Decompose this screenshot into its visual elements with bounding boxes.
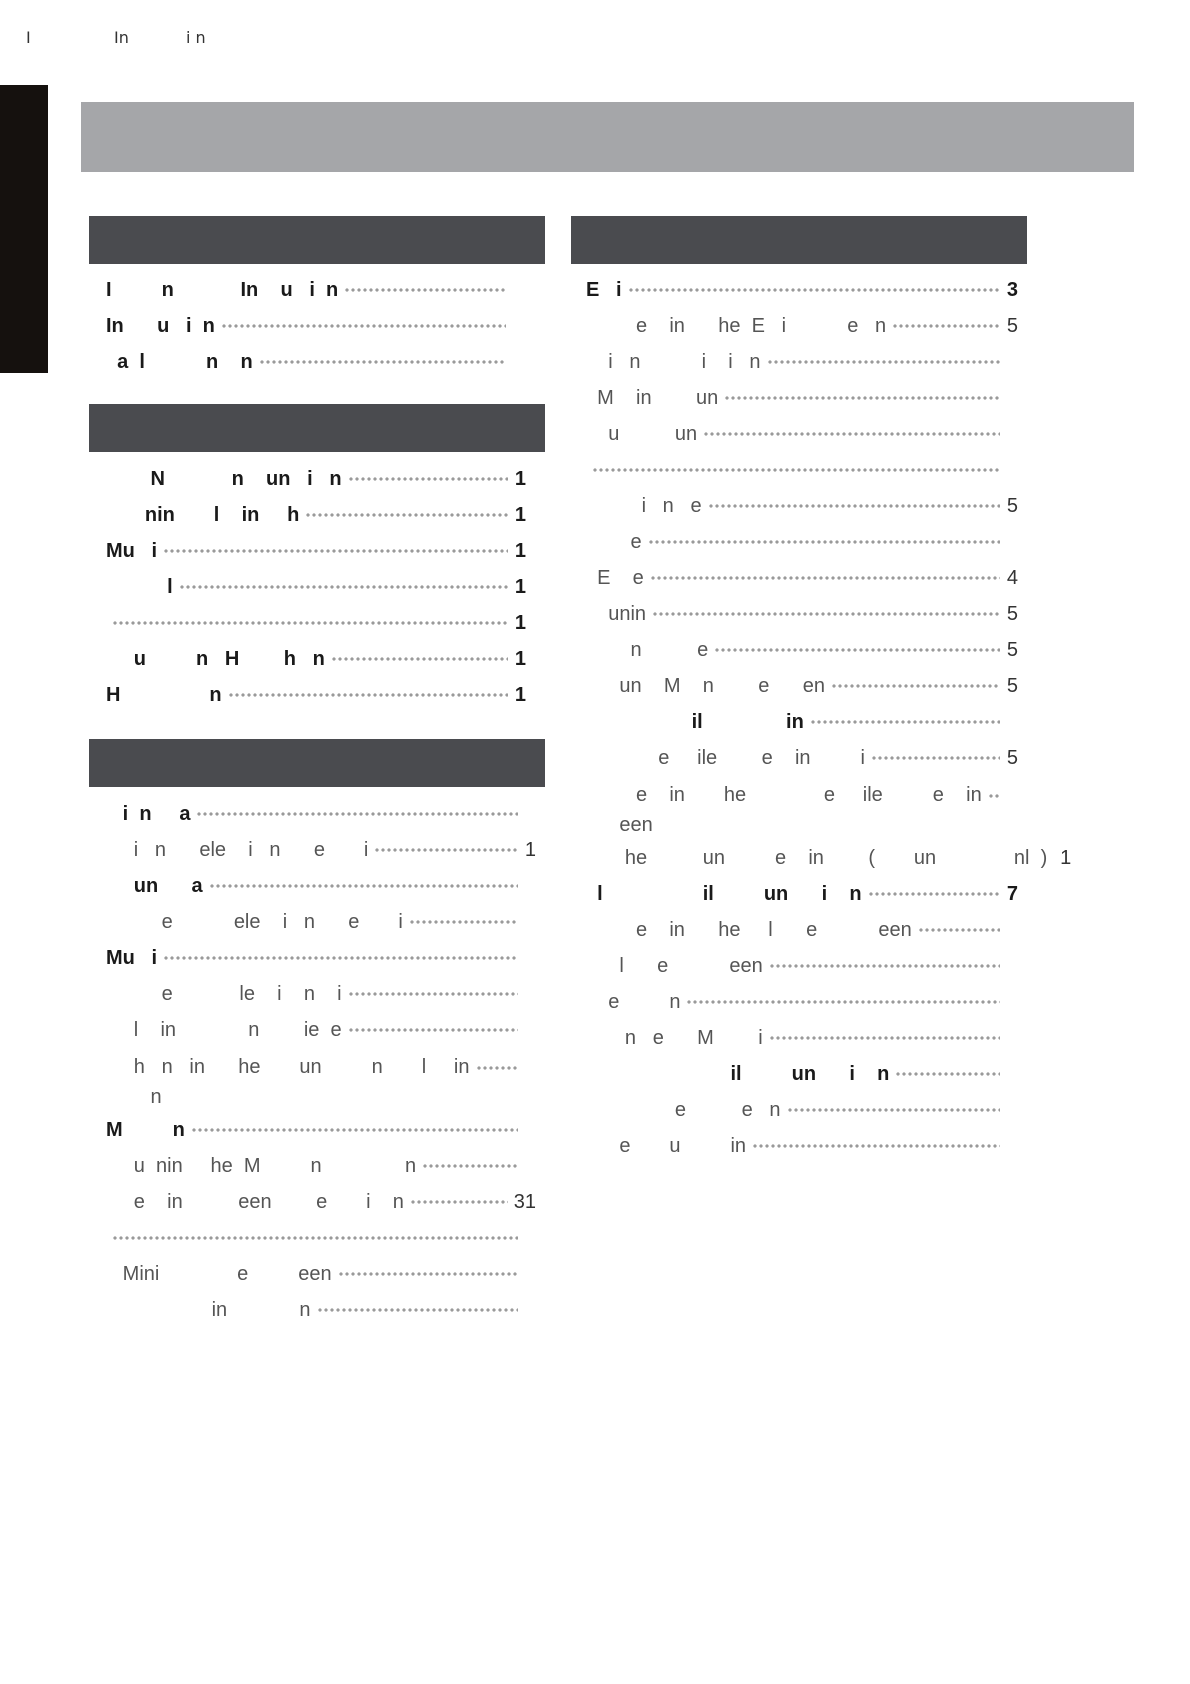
toc-entry-label: e in een e i n [106, 1190, 404, 1213]
toc-leader-dots [648, 540, 1000, 544]
toc-entry-label: he un e in ( un nl ) [586, 846, 1048, 869]
toc-entry-page: 1 [514, 503, 526, 526]
toc-entry-label: N n un i n [106, 467, 342, 490]
toc-entry[interactable] [106, 537, 526, 565]
toc-leader-dots [769, 1036, 1000, 1040]
toc-entry[interactable] [106, 1016, 536, 1044]
toc-entry[interactable] [586, 780, 1018, 836]
toc-entry-label: e le i n i [106, 982, 342, 1005]
toc-leader-dots [410, 1200, 508, 1204]
toc-entry-label: e ele i n e i [106, 910, 403, 933]
toc-entry[interactable] [586, 600, 1018, 628]
title-banner [81, 102, 1134, 172]
toc-entry-label: e ile e in i [586, 746, 865, 769]
toc-entry[interactable] [106, 312, 524, 340]
toc-entry-label: in n [106, 1298, 311, 1321]
toc-leader-dots [787, 1108, 1000, 1112]
toc-leader-dots [179, 585, 508, 589]
section-header-1 [89, 216, 545, 264]
toc-leader-dots [338, 1272, 518, 1276]
toc-entry-label: I n In u i n [106, 278, 339, 301]
toc-entry-label: h n in he un n l in n [133, 1056, 470, 1108]
section-header-right [571, 216, 1027, 264]
toc-entry-page: 1 [524, 838, 536, 861]
toc-entry-label: l e een [586, 954, 763, 977]
toc-entry[interactable] [106, 465, 526, 493]
toc-leader-dots [708, 504, 1000, 508]
toc-entry-label: u un [586, 422, 698, 445]
toc-entry-page: 5 [1006, 674, 1018, 697]
toc-entry-label: e e n [586, 1098, 781, 1121]
toc-leader-dots [374, 848, 518, 852]
toc-leader-dots [767, 360, 1001, 364]
section-header-3 [89, 739, 545, 787]
toc-entry[interactable] [586, 384, 1018, 412]
toc-entry-label: e n [586, 990, 681, 1013]
toc-leader-dots [112, 1236, 518, 1240]
toc-leader-dots [348, 1028, 518, 1032]
toc-entry-label: E i [586, 278, 622, 301]
toc-leader-dots [686, 1000, 1000, 1004]
toc-entry[interactable] [106, 1152, 536, 1180]
toc-leader-dots [652, 612, 1000, 616]
toc-entry[interactable] [106, 872, 536, 900]
toc-leader-dots [918, 928, 1000, 932]
toc-entry-label: In u i n [106, 314, 215, 337]
toc-entry[interactable] [106, 1116, 536, 1144]
toc-entry[interactable] [586, 276, 1018, 304]
toc-leader-dots [714, 648, 1000, 652]
toc-entry[interactable] [586, 456, 1018, 484]
toc-leader-dots [724, 396, 1000, 400]
toc-entry-label: l il un i n [586, 882, 862, 905]
toc-leader-dots [259, 360, 506, 364]
toc-leader-dots [752, 1144, 1000, 1148]
toc-entry-page: 1 [514, 647, 526, 670]
toc-entry[interactable] [106, 609, 526, 637]
toc-entry-label: il un i n [586, 1062, 890, 1085]
toc-entry-label: n e [586, 638, 709, 661]
toc-entry-label: l [106, 575, 173, 598]
toc-leader-dots [628, 288, 1000, 292]
side-tab [0, 85, 48, 373]
toc-entry-label: a l n n [106, 350, 253, 373]
toc-entry-page: 3 [1006, 278, 1018, 301]
toc-entry-label: unin [586, 602, 647, 625]
toc-entry[interactable] [586, 916, 1018, 944]
toc-leader-dots [191, 1128, 518, 1132]
toc-leader-dots [895, 1072, 1000, 1076]
toc-entry[interactable] [106, 645, 526, 673]
toc-entry[interactable] [106, 836, 536, 864]
toc-leader-dots [871, 756, 1000, 760]
toc-entry-page: 5 [1006, 314, 1018, 337]
toc-leader-dots [831, 684, 1000, 688]
toc-entry[interactable] [586, 744, 1018, 772]
toc-entry-page: 5 [1006, 638, 1018, 661]
toc-entry-label: Mini e een [106, 1262, 332, 1285]
toc-leader-dots [209, 884, 518, 888]
toc-entry-label: e in he l e een [586, 918, 912, 941]
toc-entry[interactable] [586, 844, 1072, 872]
toc-leader-dots [892, 324, 1000, 328]
toc-entry-label: i n e [586, 494, 702, 517]
toc-leader-dots [331, 657, 508, 661]
toc-entry[interactable] [586, 988, 1018, 1016]
toc-entry-label: un M n e en [586, 674, 825, 697]
toc-entry-label: e u in [586, 1134, 747, 1157]
toc-entry[interactable] [586, 312, 1018, 340]
toc-entry[interactable] [586, 492, 1018, 520]
toc-entry-label: il in [586, 710, 804, 733]
toc-entry[interactable] [106, 980, 536, 1008]
toc-entry-label: M n [106, 1118, 185, 1141]
toc-entry[interactable] [106, 1224, 536, 1252]
toc-entry[interactable] [106, 1260, 536, 1288]
toc-entry-label: E e [586, 566, 644, 589]
toc-leader-dots [163, 956, 518, 960]
toc-entry[interactable] [106, 1296, 536, 1324]
toc-entry-page: 1 [514, 539, 526, 562]
toc-entry-page: 4 [1006, 566, 1018, 589]
toc-entry-label: n e M i [586, 1026, 763, 1049]
toc-leader-dots [163, 549, 508, 553]
toc-leader-dots [196, 812, 518, 816]
toc-leader-dots [650, 576, 1000, 580]
toc-leader-dots [344, 288, 506, 292]
toc-entry-page: 1 [514, 467, 526, 490]
toc-entry-page: 7 [1006, 882, 1018, 905]
header-text-3: i n [186, 28, 206, 47]
toc-entry[interactable] [586, 1132, 1018, 1160]
toc-entry-page: 5 [1006, 746, 1018, 769]
toc-leader-dots [592, 468, 1000, 472]
toc-leader-dots [348, 992, 518, 996]
toc-entry-page: 31 [513, 1190, 536, 1213]
toc-entry[interactable] [586, 420, 1018, 448]
toc-entry-label: Mu i [106, 946, 158, 969]
toc-entry-page: 1 [514, 575, 526, 598]
toc-entry-label: un a [106, 874, 203, 897]
toc-entry[interactable] [586, 880, 1018, 908]
toc-entry[interactable] [106, 573, 526, 601]
toc-entry-label: Mu i [106, 539, 158, 562]
toc-entry-label: u n H h n [106, 647, 325, 670]
toc-leader-dots [317, 1308, 518, 1312]
toc-leader-dots [769, 964, 1000, 968]
toc-entry-label: u nin he M n n [106, 1154, 417, 1177]
toc-entry-page: 5 [1006, 602, 1018, 625]
toc-entry[interactable] [586, 952, 1018, 980]
toc-entry-label: nin l in h [106, 503, 300, 526]
toc-leader-dots [810, 720, 1000, 724]
toc-entry-label: l in n ie e [106, 1018, 342, 1041]
toc-entry-label: M in un [586, 386, 719, 409]
toc-leader-dots [221, 324, 506, 328]
toc-leader-dots [112, 621, 508, 625]
toc-entry-label: i n a [106, 802, 191, 825]
toc-leader-dots [348, 477, 508, 481]
toc-leader-dots [422, 1164, 518, 1168]
toc-leader-dots [476, 1066, 519, 1070]
toc-entry[interactable] [106, 800, 536, 828]
toc-entry-page: 1 [514, 683, 526, 706]
toc-entry[interactable] [586, 348, 1018, 376]
toc-entry[interactable] [586, 1024, 1018, 1052]
toc-entry[interactable] [106, 1052, 536, 1108]
toc-leader-dots [409, 920, 518, 924]
toc-leader-dots [988, 794, 1000, 798]
header-text-1: I [26, 28, 31, 47]
toc-entry-page: 1 [514, 611, 526, 634]
toc-entry-label: e [586, 530, 642, 553]
toc-leader-dots [305, 513, 508, 517]
toc-leader-dots [228, 693, 508, 697]
toc-entry-page: 5 [1006, 494, 1018, 517]
toc-entry[interactable] [106, 944, 536, 972]
toc-entry[interactable] [586, 1096, 1018, 1124]
toc-entry-label: i n ele i n e i [106, 838, 369, 861]
toc-entry[interactable] [586, 564, 1018, 592]
header-text-2: In [114, 28, 129, 47]
toc-entry-label: e in he e ile e in een [619, 784, 982, 836]
toc-leader-dots [868, 892, 1000, 896]
toc-entry-label: i n i i n [586, 350, 761, 373]
toc-entry[interactable] [586, 528, 1018, 556]
toc-entry[interactable] [586, 1060, 1018, 1088]
toc-entry[interactable] [106, 908, 536, 936]
toc-entry[interactable] [586, 672, 1018, 700]
toc-entry[interactable] [586, 708, 1018, 736]
toc-entry[interactable] [106, 681, 526, 709]
toc-entry[interactable] [586, 636, 1018, 664]
section-header-2 [89, 404, 545, 452]
toc-entry[interactable] [106, 501, 526, 529]
toc-leader-dots [703, 432, 1000, 436]
toc-entry[interactable] [106, 276, 524, 304]
toc-entry-page: 1 [1060, 846, 1072, 869]
toc-entry[interactable] [106, 1188, 536, 1216]
toc-entry[interactable] [106, 348, 524, 376]
toc-entry-label: H n [106, 683, 222, 706]
toc-entry-label: e in he E i e n [586, 314, 887, 337]
